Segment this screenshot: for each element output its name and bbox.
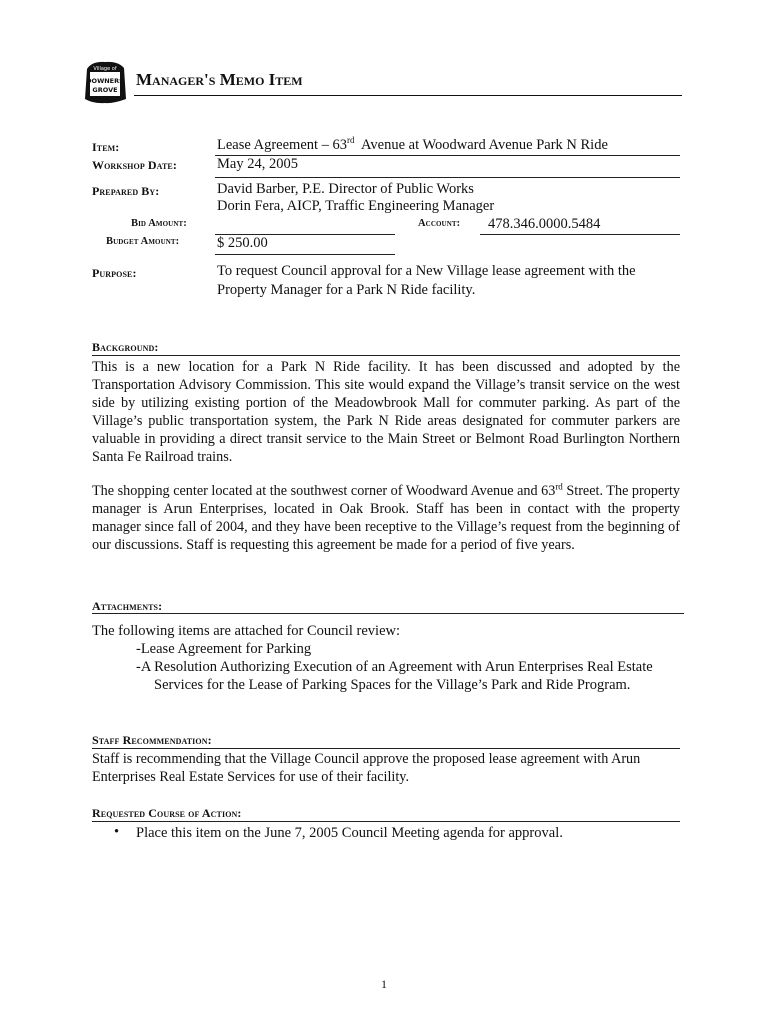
village-logo [82,59,128,105]
purpose-label: Purpose: [92,266,137,280]
account-label: Account: [418,218,461,229]
logo-text-top: Village of [93,66,117,72]
action-rule [92,821,680,822]
logo-text-2: GROVE [92,86,118,94]
workshop-rule [215,177,680,178]
workshop-date-value: May 24, 2005 [217,156,298,172]
background-rule [92,355,680,356]
village-seal-icon [82,59,128,105]
course-of-action-heading: Requested Course of Action: [92,806,242,820]
purpose-line2: Property Manager for a Park N Ride facility. [217,282,476,298]
prepared-by-line2: Dorin Fera, AICP, Traffic Engineering Manager [217,198,495,214]
background-paragraph-2: The shopping center located at the southwest corner of Woodward Avenue and 63rd Street. The property manager is Arun Enterprises, located in Oak Brook. Staff has been in contact with the property manager since fall of 2004, and they have been receptive to the Village’s request from the beginning of our discussions. Staff is requesting this agreement be made for a period of five years. [92,481,680,553]
action-bullet-text: Place this item on the June 7, 2005 Council Meeting agenda for approval. [136,825,563,841]
attachments-heading: Attachments: [92,599,163,613]
prepared-by-label: Prepared By: [92,184,160,198]
bullet-icon: • [114,824,120,840]
title-underline [134,95,682,96]
background-paragraph-1: This is a new location for a Park N Ride facility. It has been discussed and adopted by the Transportation Advisory Commission. This site would expand the Village’s transit service on the west side by utilizing existing portion of the Meadowbrook Mall for commuter parking. As part of the Village’s public transportation system, the Park N Ride areas designated for commuter parkers are valuable in providing a direct transit service to the Main Street or Belmont Road Burlington Northern Santa Fe Railroad trains. [92,359,680,465]
staff-recommendation-heading: Staff Recommendation: [92,733,212,747]
prepared-by-line1: David Barber, P.E. Director of Public Works [217,181,474,197]
workshop-date-label: Workshop Date: [92,158,177,172]
memo-title: Manager's Memo Item [136,70,303,89]
attachment-item-2-line2: Services for the Lease of Parking Spaces for the Village’s Park and Ride Program. [154,677,631,693]
attachments-rule [92,613,684,614]
attachment-item-1: -Lease Agreement for Parking [136,641,312,657]
staff-rule [92,748,680,749]
account-rule [480,234,680,235]
staff-recommendation-text: Staff is recommending that the Village Council approve the proposed lease agreement with Arun Enterprises Real Estate Services for use of their facility. [92,751,641,785]
page-number: 1 [381,977,387,991]
purpose-line1: To request Council approval for a New Village lease agreement with the [217,263,636,279]
account-value: 478.346.0000.5484 [488,216,601,232]
budget-amount-label: Budget Amount: [106,236,180,247]
budget-rule [215,254,395,255]
item-label: Item: [92,140,120,154]
background-heading: Background: [92,340,159,354]
item-value: Lease Agreement – 63rd Avenue at Woodward Avenue Park N Ride [217,135,608,153]
budget-amount-value: $ 250.00 [217,235,268,251]
attachment-item-2-line1: -A Resolution Authorizing Execution of an Agreement with Arun Enterprises Real Estate [136,659,653,675]
logo-text-1: DOWNERS [86,77,124,85]
attachments-intro: The following items are attached for Council review: [92,623,401,639]
bid-amount-label: Bid Amount: [131,218,187,229]
